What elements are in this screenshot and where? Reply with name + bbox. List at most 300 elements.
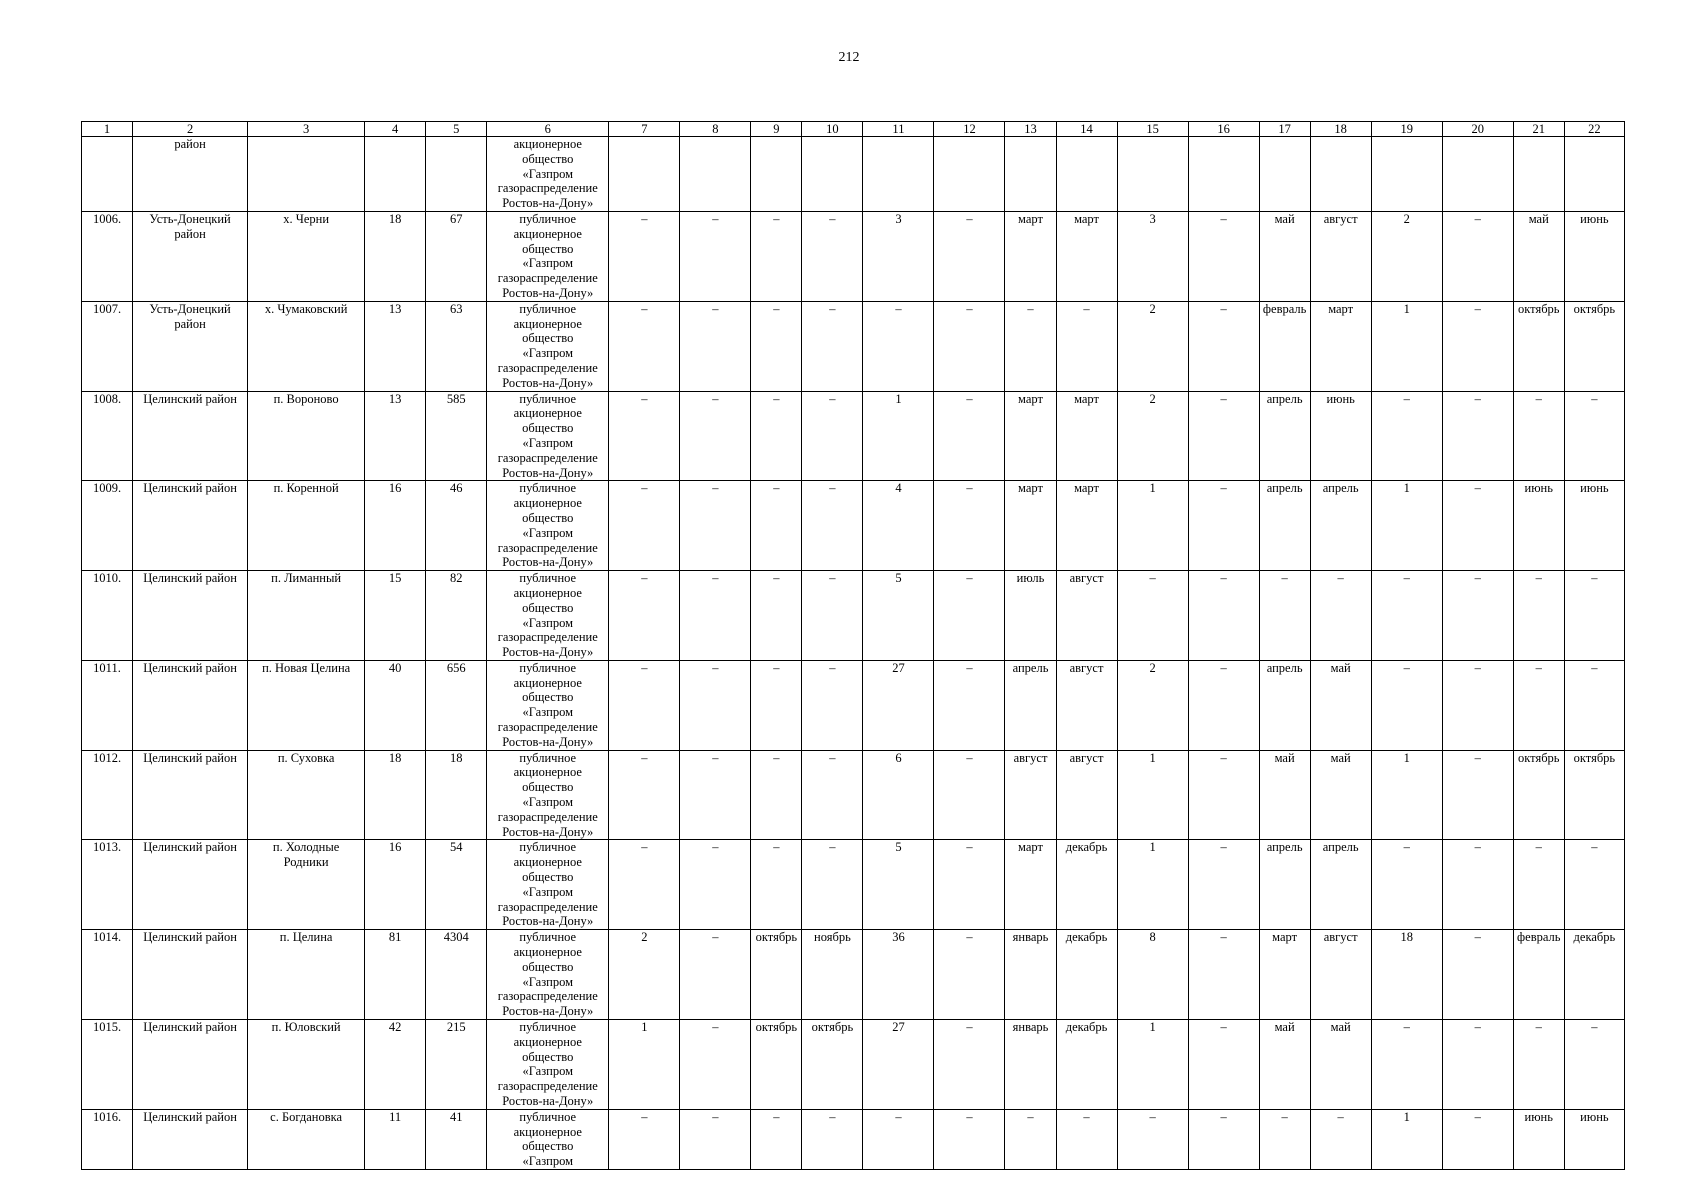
row-number-cell: 1010. (82, 571, 133, 661)
table-cell (1188, 137, 1259, 212)
table-cell: – (1056, 1109, 1117, 1169)
column-number-cell: 8 (680, 122, 751, 137)
table-cell: – (934, 930, 1005, 1020)
table-cell: – (680, 1109, 751, 1169)
table-row (82, 481, 1625, 571)
table-cell: 2 (1117, 660, 1188, 750)
continuation-row (82, 137, 1625, 212)
table-cell: июнь (1310, 391, 1371, 481)
table-cell: – (1188, 211, 1259, 301)
row-number-cell: 1009. (82, 481, 133, 571)
table-cell: апрель (1259, 660, 1310, 750)
table-cell: – (1442, 840, 1513, 930)
table-cell: декабрь (1564, 930, 1624, 1020)
table-cell: 54 (426, 840, 487, 930)
table-cell: – (1442, 211, 1513, 301)
table-cell: декабрь (1056, 930, 1117, 1020)
table-cell: апрель (1310, 840, 1371, 930)
table-cell: 36 (863, 930, 934, 1020)
table-cell: Усть-Донецкий район (133, 301, 248, 391)
table-row (82, 930, 1625, 1020)
table-cell: апрель (1005, 660, 1056, 750)
table-cell: март (1005, 391, 1056, 481)
table-cell: 4 (863, 481, 934, 571)
table-cell: – (934, 211, 1005, 301)
table-cell: – (934, 301, 1005, 391)
table-cell: декабрь (1056, 840, 1117, 930)
table-cell: – (802, 571, 863, 661)
table-cell: 1 (1117, 840, 1188, 930)
table-cell: п. Вороново (248, 391, 365, 481)
table-cell: – (1188, 750, 1259, 840)
column-number-cell: 16 (1188, 122, 1259, 137)
table-cell: 1 (1371, 1109, 1442, 1169)
table-cell: май (1310, 1020, 1371, 1110)
table-cell: июнь (1564, 211, 1624, 301)
table-cell: 1 (1117, 481, 1188, 571)
table-cell: публичное акционерное общество «Газпром газораспределение Ростов-на-Дону» (487, 391, 609, 481)
table-cell: п. Холодные Родники (248, 840, 365, 930)
table-cell: май (1310, 750, 1371, 840)
table-cell: октябрь (1564, 750, 1624, 840)
table-cell: – (680, 840, 751, 930)
table-cell: июнь (1513, 1109, 1564, 1169)
table-cell: 1 (609, 1020, 680, 1110)
table-cell: июнь (1513, 481, 1564, 571)
table-cell: Целинский район (133, 571, 248, 661)
table-cell: публичное акционерное общество «Газпром газораспределение Ростов-на-Дону» (487, 211, 609, 301)
table-cell: – (609, 211, 680, 301)
row-number-cell: 1013. (82, 840, 133, 930)
table-cell (1371, 137, 1442, 212)
table-cell: май (1513, 211, 1564, 301)
table-cell: – (1564, 840, 1624, 930)
table-cell: февраль (1513, 930, 1564, 1020)
table-cell: – (1259, 1109, 1310, 1169)
table-cell: – (1005, 1109, 1056, 1169)
table-cell: – (1442, 750, 1513, 840)
table-cell: – (1442, 391, 1513, 481)
table-cell: август (1056, 571, 1117, 661)
table-cell: 1 (1371, 481, 1442, 571)
table-cell: июнь (1564, 481, 1624, 571)
page-number: 212 (838, 50, 860, 65)
table-cell: май (1259, 750, 1310, 840)
table-cell: август (1005, 750, 1056, 840)
table-cell: публичное акционерное общество «Газпром газораспределение Ростов-на-Дону» (487, 930, 609, 1020)
table-cell: – (1442, 1109, 1513, 1169)
table-cell: публичное акционерное общество «Газпром газораспределение Ростов-на-Дону» (487, 750, 609, 840)
table-cell: июнь (1564, 1109, 1624, 1169)
table-cell: 27 (863, 660, 934, 750)
table-cell: п. Суховка (248, 750, 365, 840)
table-cell: – (609, 750, 680, 840)
table-cell: – (751, 1109, 802, 1169)
table-cell: – (934, 660, 1005, 750)
table-cell: – (1513, 571, 1564, 661)
table-cell: октябрь (1564, 301, 1624, 391)
table-cell: апрель (1259, 481, 1310, 571)
table-cell: – (1188, 660, 1259, 750)
table-cell: 6 (863, 750, 934, 840)
table-cell: 1 (1117, 1020, 1188, 1110)
table-cell: февраль (1259, 301, 1310, 391)
table-cell: Целинский район (133, 750, 248, 840)
table-cell: май (1310, 660, 1371, 750)
table-cell: Целинский район (133, 930, 248, 1020)
table-cell: 15 (365, 571, 426, 661)
column-number-cell: 22 (1564, 122, 1624, 137)
table-cell (1513, 137, 1564, 212)
table-cell: октябрь (802, 1020, 863, 1110)
table-cell: – (1564, 391, 1624, 481)
table-cell: ноябрь (802, 930, 863, 1020)
table-row (82, 571, 1625, 661)
row-number-cell: 1012. (82, 750, 133, 840)
table-cell: 81 (365, 930, 426, 1020)
table-cell: март (1005, 840, 1056, 930)
table-cell: – (934, 750, 1005, 840)
table-cell: октябрь (751, 930, 802, 1020)
table-cell: – (1056, 301, 1117, 391)
table-cell: июль (1005, 571, 1056, 661)
column-number-cell: 15 (1117, 122, 1188, 137)
table-cell: – (680, 660, 751, 750)
table-cell: январь (1005, 930, 1056, 1020)
row-number-cell: 1015. (82, 1020, 133, 1110)
table-cell: – (802, 1109, 863, 1169)
table-cell: август (1056, 750, 1117, 840)
table-cell: – (863, 1109, 934, 1169)
table-cell: район (133, 137, 248, 212)
data-table (81, 121, 1625, 1170)
table-cell: – (1005, 301, 1056, 391)
table-cell: август (1310, 930, 1371, 1020)
table-cell: 1 (1371, 301, 1442, 391)
table-cell: – (1371, 571, 1442, 661)
table-cell: – (609, 391, 680, 481)
table-cell: – (802, 750, 863, 840)
table-cell: публичное акционерное общество «Газпром газораспределение Ростов-на-Дону» (487, 660, 609, 750)
table-cell: март (1056, 211, 1117, 301)
table-cell: – (1442, 571, 1513, 661)
table-cell: – (1564, 1020, 1624, 1110)
table-cell: х. Черни (248, 211, 365, 301)
table-cell: – (1188, 571, 1259, 661)
table-cell: август (1310, 211, 1371, 301)
table-cell: – (1259, 571, 1310, 661)
table-cell: Целинский район (133, 660, 248, 750)
column-number-cell: 3 (248, 122, 365, 137)
table-cell: 215 (426, 1020, 487, 1110)
table-cell (1056, 137, 1117, 212)
table-cell: март (1056, 481, 1117, 571)
table-cell: октябрь (1513, 301, 1564, 391)
table-cell: – (1188, 930, 1259, 1020)
column-number-cell: 14 (1056, 122, 1117, 137)
table-cell: – (751, 750, 802, 840)
table-cell: 82 (426, 571, 487, 661)
table-cell (82, 137, 133, 212)
row-number-cell: 1008. (82, 391, 133, 481)
table-cell: – (1310, 1109, 1371, 1169)
table-cell: 67 (426, 211, 487, 301)
table-cell: – (1442, 660, 1513, 750)
table-cell: 3 (863, 211, 934, 301)
table-cell (802, 137, 863, 212)
table-cell: 18 (426, 750, 487, 840)
table-cell: – (1117, 571, 1188, 661)
table-cell: 3 (1117, 211, 1188, 301)
table-cell: – (1513, 840, 1564, 930)
table-cell: – (1442, 481, 1513, 571)
column-number-cell: 11 (863, 122, 934, 137)
table-cell: декабрь (1056, 1020, 1117, 1110)
column-number-cell: 12 (934, 122, 1005, 137)
table-cell: октябрь (751, 1020, 802, 1110)
table-cell: – (1188, 301, 1259, 391)
row-number-cell: 1007. (82, 301, 133, 391)
table-cell: – (1371, 391, 1442, 481)
column-number-cell: 21 (1513, 122, 1564, 137)
table-row (82, 391, 1625, 481)
table-cell: – (1188, 391, 1259, 481)
table-cell: 2 (609, 930, 680, 1020)
table-cell: 40 (365, 660, 426, 750)
table-cell: публичное акционерное общество «Газпром газораспределение Ростов-на-Дону» (487, 301, 609, 391)
table-cell: – (802, 840, 863, 930)
table-cell: 5 (863, 571, 934, 661)
table-cell: – (609, 840, 680, 930)
table-cell (248, 137, 365, 212)
table-cell: – (1513, 391, 1564, 481)
table-cell: акционерное общество «Газпром газораспределение Ростов-на-Дону» (487, 137, 609, 212)
table-cell: 42 (365, 1020, 426, 1110)
table-cell: май (1259, 1020, 1310, 1110)
table-cell: март (1056, 391, 1117, 481)
table-cell: апрель (1310, 481, 1371, 571)
table-cell: – (751, 301, 802, 391)
column-number-cell: 7 (609, 122, 680, 137)
table-cell: – (609, 571, 680, 661)
table-cell: май (1259, 211, 1310, 301)
table-cell: март (1005, 481, 1056, 571)
table-cell (609, 137, 680, 212)
table-row (82, 1020, 1625, 1110)
table-cell: январь (1005, 1020, 1056, 1110)
table-cell: 2 (1371, 211, 1442, 301)
table-cell: 16 (365, 481, 426, 571)
column-number-cell: 1 (82, 122, 133, 137)
table-cell: – (609, 301, 680, 391)
table-cell: – (751, 481, 802, 571)
table-cell (1564, 137, 1624, 212)
column-number-cell: 5 (426, 122, 487, 137)
table-cell: – (1188, 1020, 1259, 1110)
table-cell: Целинский район (133, 481, 248, 571)
table-cell: 41 (426, 1109, 487, 1169)
table-cell: 13 (365, 301, 426, 391)
column-number-cell: 17 (1259, 122, 1310, 137)
table-cell: – (934, 1020, 1005, 1110)
table-cell: март (1259, 930, 1310, 1020)
table-cell: – (802, 481, 863, 571)
table-cell (863, 137, 934, 212)
table-cell: март (1310, 301, 1371, 391)
table-cell (1117, 137, 1188, 212)
table-cell: – (1442, 301, 1513, 391)
table-cell: п. Новая Целина (248, 660, 365, 750)
table-cell (1259, 137, 1310, 212)
table-cell: 63 (426, 301, 487, 391)
table-cell: – (934, 1109, 1005, 1169)
table-cell: – (751, 571, 802, 661)
table-cell: – (1371, 660, 1442, 750)
table-cell: – (1513, 1020, 1564, 1110)
table-cell: – (802, 660, 863, 750)
table-cell: п. Целина (248, 930, 365, 1020)
column-number-cell: 10 (802, 122, 863, 137)
table-cell: 2 (1117, 391, 1188, 481)
table-cell: публичное акционерное общество «Газпром газораспределение Ростов-на-Дону» (487, 1020, 609, 1110)
table-cell: – (1188, 481, 1259, 571)
table-cell: – (609, 1109, 680, 1169)
table-cell: 5 (863, 840, 934, 930)
table-cell: – (680, 750, 751, 840)
column-number-row (82, 122, 1625, 137)
table-cell: 18 (365, 750, 426, 840)
table-cell: – (1117, 1109, 1188, 1169)
table-cell: – (1371, 1020, 1442, 1110)
table-cell: – (1188, 840, 1259, 930)
table-row (82, 211, 1625, 301)
table-row (82, 750, 1625, 840)
table-cell: – (1564, 571, 1624, 661)
table-cell (1442, 137, 1513, 212)
table-cell: – (751, 840, 802, 930)
row-number-cell: 1014. (82, 930, 133, 1020)
table-cell: 46 (426, 481, 487, 571)
table-cell: публичное акционерное общество «Газпром газораспределение Ростов-на-Дону» (487, 571, 609, 661)
table-cell: Целинский район (133, 1109, 248, 1169)
table-cell: 585 (426, 391, 487, 481)
table-cell: 1 (863, 391, 934, 481)
column-number-cell: 2 (133, 122, 248, 137)
column-number-cell: 6 (487, 122, 609, 137)
table-cell: п. Коренной (248, 481, 365, 571)
table-cell: апрель (1259, 840, 1310, 930)
table-cell: – (680, 301, 751, 391)
table-cell: – (680, 391, 751, 481)
table-cell (934, 137, 1005, 212)
table-cell (680, 137, 751, 212)
row-number-cell: 1006. (82, 211, 133, 301)
table-cell: п. Лиманный (248, 571, 365, 661)
table-cell: – (751, 660, 802, 750)
table-cell: Целинский район (133, 1020, 248, 1110)
table-cell: публичное акционерное общество «Газпром газораспределение Ростов-на-Дону» (487, 481, 609, 571)
table-cell: – (934, 391, 1005, 481)
table-cell: – (680, 481, 751, 571)
table-cell: Целинский район (133, 840, 248, 930)
table-cell: 8 (1117, 930, 1188, 1020)
table-cell: публичное акционерное общество «Газпром (487, 1109, 609, 1169)
table-cell: – (751, 391, 802, 481)
table-cell (365, 137, 426, 212)
table-cell: 18 (1371, 930, 1442, 1020)
table-row (82, 660, 1625, 750)
table-cell: август (1056, 660, 1117, 750)
table-cell: – (802, 301, 863, 391)
table-row (82, 301, 1625, 391)
table-cell: Усть-Донецкий район (133, 211, 248, 301)
table-row (82, 840, 1625, 930)
row-number-cell: 1011. (82, 660, 133, 750)
table-row (82, 1109, 1625, 1169)
table-cell (426, 137, 487, 212)
table-cell: 1 (1371, 750, 1442, 840)
column-number-cell: 4 (365, 122, 426, 137)
table-cell: – (1188, 1109, 1259, 1169)
table-cell: 13 (365, 391, 426, 481)
column-number-cell: 18 (1310, 122, 1371, 137)
table-cell: х. Чумаковский (248, 301, 365, 391)
column-number-cell: 19 (1371, 122, 1442, 137)
table-cell: – (934, 481, 1005, 571)
row-number-cell: 1016. (82, 1109, 133, 1169)
table-cell: – (934, 571, 1005, 661)
table-cell: – (1564, 660, 1624, 750)
table-cell: 4304 (426, 930, 487, 1020)
table-cell: 2 (1117, 301, 1188, 391)
table-cell: – (1442, 1020, 1513, 1110)
table-cell: – (1513, 660, 1564, 750)
column-number-cell: 13 (1005, 122, 1056, 137)
table-cell: – (609, 660, 680, 750)
table-cell (1005, 137, 1056, 212)
table-cell: – (680, 211, 751, 301)
column-number-cell: 20 (1442, 122, 1513, 137)
table-cell: 11 (365, 1109, 426, 1169)
table-cell: октябрь (1513, 750, 1564, 840)
table-cell: – (680, 1020, 751, 1110)
table-cell: – (863, 301, 934, 391)
table-cell (1310, 137, 1371, 212)
table-cell: – (609, 481, 680, 571)
table-cell: – (1371, 840, 1442, 930)
table-cell: 16 (365, 840, 426, 930)
table-cell: – (934, 840, 1005, 930)
table-cell: 656 (426, 660, 487, 750)
table-cell: 1 (1117, 750, 1188, 840)
column-number-cell: 9 (751, 122, 802, 137)
table-cell: – (680, 930, 751, 1020)
table-cell: март (1005, 211, 1056, 301)
table-cell: – (680, 571, 751, 661)
table-cell: 18 (365, 211, 426, 301)
table-cell: – (802, 391, 863, 481)
table-cell: – (1310, 571, 1371, 661)
table-cell: – (1442, 930, 1513, 1020)
table-cell (751, 137, 802, 212)
table-cell: 27 (863, 1020, 934, 1110)
table-cell: – (802, 211, 863, 301)
table-cell: п. Юловский (248, 1020, 365, 1110)
table-cell: – (751, 211, 802, 301)
table-cell: Целинский район (133, 391, 248, 481)
table-cell: с. Богдановка (248, 1109, 365, 1169)
table-cell: публичное акционерное общество «Газпром газораспределение Ростов-на-Дону» (487, 840, 609, 930)
